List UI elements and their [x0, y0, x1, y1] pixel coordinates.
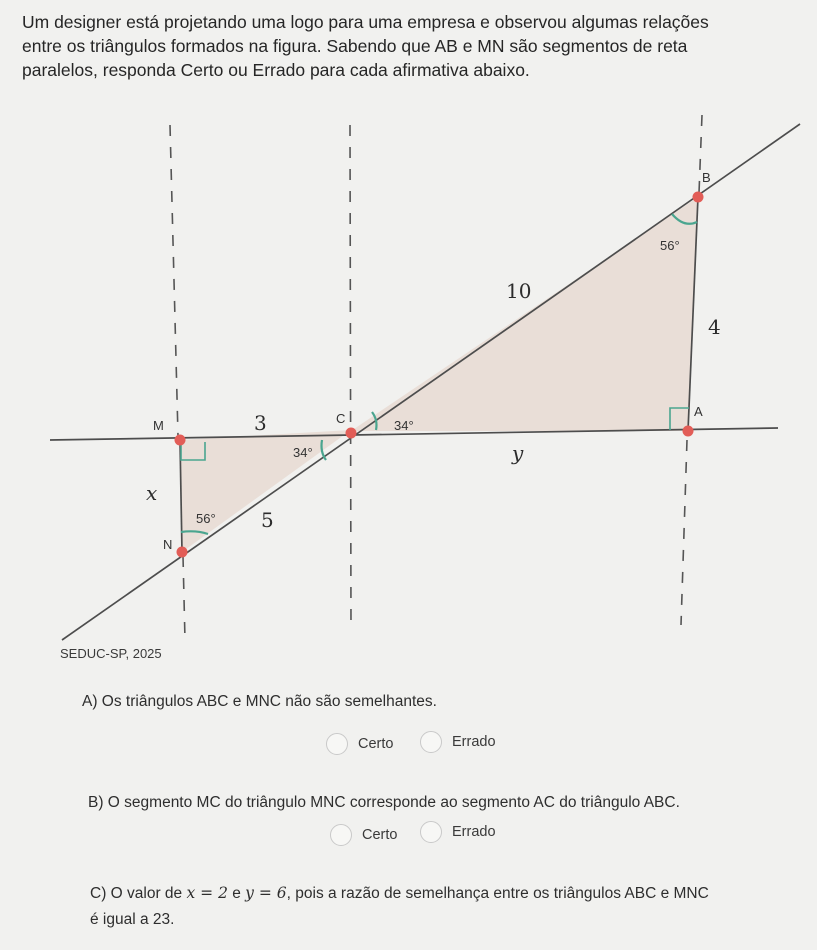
angle-c-right-label: 34° — [394, 418, 414, 433]
point-n — [177, 547, 188, 558]
dashed-line-a — [681, 440, 687, 625]
side-ab-label: 4 — [708, 315, 721, 339]
x-equation: x = 2 — [186, 884, 228, 902]
radio-circle-icon[interactable] — [330, 824, 352, 846]
radio-circle-icon[interactable] — [326, 733, 348, 755]
radio-circle-icon[interactable] — [420, 731, 442, 753]
question-c-line-1 — [90, 880, 709, 907]
dashed-line-n — [183, 556, 185, 640]
option-label: Errado — [452, 824, 496, 840]
side-bc-label: 10 — [506, 279, 532, 303]
side-mc-label: 3 — [254, 411, 267, 435]
point-b — [693, 192, 704, 203]
question-a-option-errado[interactable] — [420, 731, 496, 753]
option-label: Certo — [362, 827, 398, 843]
label-n: N — [163, 537, 173, 552]
option-label: Errado — [452, 734, 496, 750]
question-c-prefix: C) O valor de — [90, 885, 187, 902]
intro-line-2: entre os triângulos formados na figura. Sabendo que AB e MN são segmentos de reta — [22, 36, 688, 56]
question-c-line-2: é igual a 23. — [90, 911, 175, 928]
point-m — [175, 435, 186, 446]
question-a-option-certo[interactable] — [326, 733, 393, 755]
label-a: A — [694, 404, 703, 419]
angle-n-label: 56° — [196, 511, 216, 526]
question-b-option-errado[interactable] — [420, 821, 496, 843]
label-b: B — [702, 170, 711, 185]
question-b-text: B) O segmento MC do triângulo MNC corresponde ao segmento AC do triângulo ABC. — [88, 794, 680, 811]
dashed-line-m — [170, 125, 178, 436]
source-credit: SEDUC-SP, 2025 — [60, 646, 162, 661]
question-b-option-certo[interactable] — [330, 824, 397, 846]
angle-b-label: 56° — [660, 238, 680, 253]
y-equation: y = 6 — [245, 884, 287, 902]
question-c-text — [90, 880, 709, 933]
option-label: Certo — [358, 736, 394, 752]
intro-line-3: paralelos, responda Certo ou Errado para cada afirmativa abaixo. — [22, 60, 530, 80]
intro-line-1: Um designer está projetando uma logo para uma empresa e observou algumas relações — [22, 12, 709, 32]
question-c-mid: e — [227, 885, 246, 902]
variable-x-label: x — [146, 481, 158, 505]
question-a-text: A) Os triângulos ABC e MNC não são semelhantes. — [82, 693, 437, 710]
label-c: C — [336, 411, 346, 426]
question-c-suffix: , pois a razão de semelhança entre os triângulos ABC e MNC — [286, 885, 709, 902]
point-c — [346, 428, 357, 439]
dashed-line-c — [350, 125, 351, 630]
label-m: M — [153, 418, 164, 433]
angle-c-left-label: 34° — [293, 445, 313, 460]
variable-y-label: y — [512, 441, 524, 465]
radio-circle-icon[interactable] — [420, 821, 442, 843]
side-nc-label: 5 — [261, 508, 274, 532]
point-a — [683, 426, 694, 437]
